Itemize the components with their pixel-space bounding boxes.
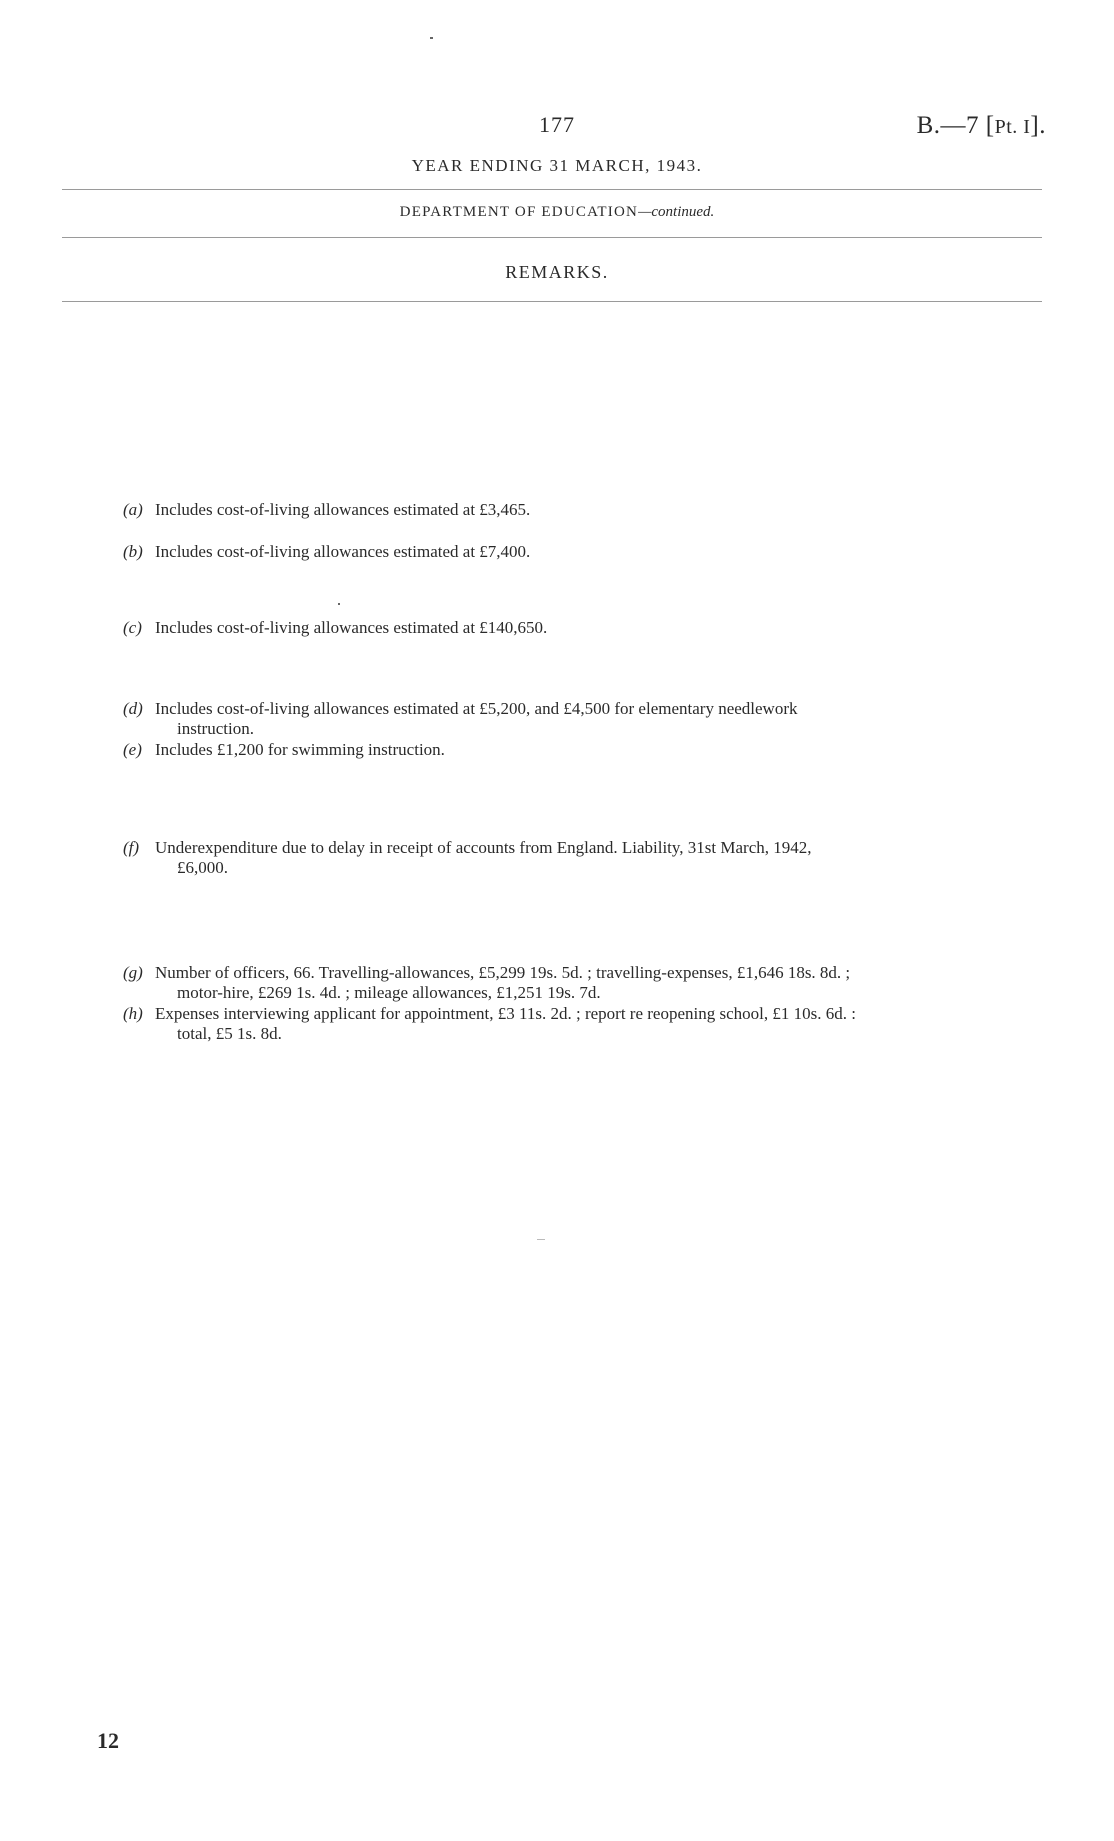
remark-line: Includes cost-of-living allowances estimated at £5,200, and £4,500 for elementary needlework [155, 699, 798, 718]
year-heading: YEAR ENDING 31 MARCH, 1943. [411, 156, 703, 175]
remark-text [155, 699, 983, 739]
divider-rule [62, 189, 1042, 190]
paper-reference [917, 112, 1046, 140]
remark-line: instruction. [177, 719, 254, 738]
scan-speck [338, 603, 340, 605]
remark-line: Includes cost-of-living allowances estimated at £7,400. [155, 542, 531, 561]
remark-label: (e) [123, 740, 142, 759]
department-name: DEPARTMENT OF EDUCATION [399, 204, 639, 220]
remark-line: Includes £1,200 for swimming instruction. [155, 740, 445, 759]
remark-label: (b) [123, 542, 143, 561]
remark-text [155, 500, 983, 520]
remark-line: £6,000. [177, 858, 228, 877]
footer-page-index: 12 [97, 1728, 119, 1753]
remark-g [123, 963, 983, 1003]
remark-label: (h) [123, 1004, 143, 1023]
remark-line: Includes cost-of-living allowances estimated at £3,465. [155, 500, 531, 519]
remark-line: Underexpenditure due to delay in receipt of accounts from England. Liability, 31st March, 1942, [155, 838, 812, 857]
department-continued: —continued. [638, 204, 715, 220]
paper-ref-prefix: B.—7 [ [916, 112, 995, 139]
paper-ref-suffix: ]. [1030, 112, 1046, 139]
remark-label: (a) [123, 500, 143, 519]
remark-text [155, 1004, 983, 1044]
remark-e [123, 740, 983, 760]
remark-text [155, 740, 983, 760]
remark-line: Includes cost-of-living allowances estimated at £140,650. [155, 618, 548, 637]
remark-d [123, 699, 983, 739]
remark-line: Expenses interviewing applicant for appointment, £3 11s. 2d. ; report re reopening school, £1 10s. 6d. : [155, 1004, 856, 1023]
department-heading [0, 204, 1114, 221]
remark-a [123, 500, 983, 520]
page-number: 177 [539, 112, 575, 137]
remark-h [123, 1004, 983, 1044]
divider-rule [62, 237, 1042, 238]
scan-speck [537, 1239, 545, 1240]
remark-label: (d) [123, 699, 143, 718]
remark-text [155, 542, 983, 562]
remark-text [155, 838, 983, 878]
remark-line: Number of officers, 66. Travelling-allowances, £5,299 19s. 5d. ; travelling-expenses, £1,646 18s. 8d. ; [155, 963, 851, 982]
remark-label: (f) [123, 838, 140, 857]
section-title: REMARKS. [505, 262, 609, 282]
remark-c [123, 618, 983, 638]
remark-b [123, 542, 983, 562]
remark-text [155, 618, 983, 638]
remark-line: total, £5 1s. 8d. [177, 1024, 282, 1043]
remark-label: (c) [123, 618, 142, 637]
remark-line: motor-hire, £269 1s. 4d. ; mileage allowances, £1,251 19s. 7d. [177, 983, 601, 1002]
paper-ref-part: Pt. I [994, 116, 1031, 138]
remark-label: (g) [123, 963, 143, 982]
remark-f [123, 838, 983, 878]
remark-text [155, 963, 983, 1003]
scan-speck [430, 37, 433, 39]
divider-rule [62, 301, 1042, 302]
